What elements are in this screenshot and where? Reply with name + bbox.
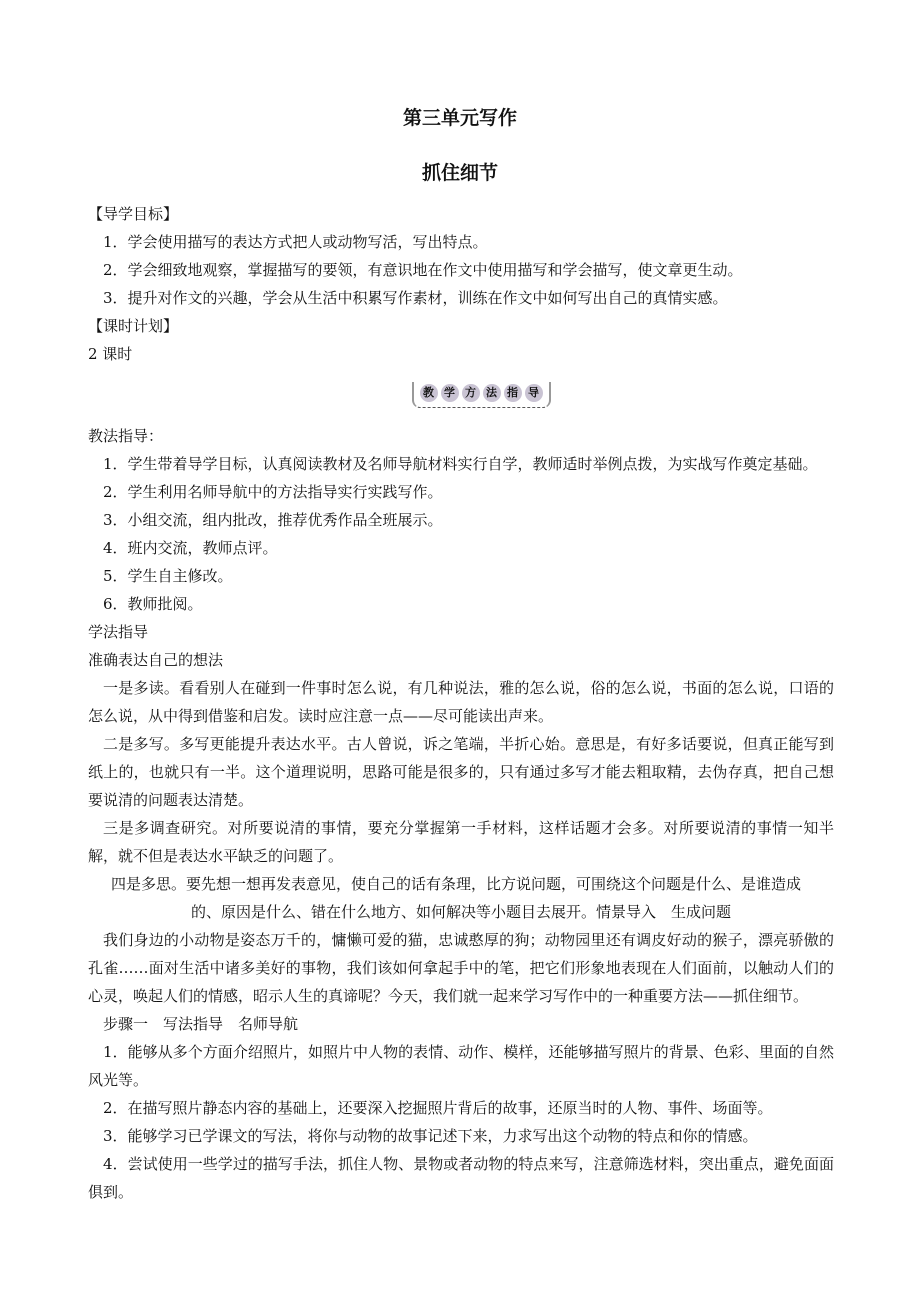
- section-heading-goals: 【导学目标】: [88, 205, 179, 223]
- teaching-item: 4．班内交流，教师点评。: [103, 539, 278, 557]
- learning-subheading: 准确表达自己的想法: [88, 651, 224, 669]
- goal-item: 2．学会细致地观察，掌握描写的要领，有意识地在作文中使用描写和学会描写，使文章更生动。: [103, 261, 743, 279]
- goal-item: 3．提升对作文的兴趣，学会从生活中积累写作素材，训练在作文中如何写出自己的真情实感。: [103, 289, 728, 307]
- step-heading: 步骤一 写法指导 名师导航: [103, 1015, 299, 1033]
- page-title: 第三单元写作: [402, 107, 517, 129]
- teaching-item: 2．学生利用名师导航中的方法指导实行实践写作。: [103, 483, 443, 501]
- badge-char: 法: [483, 384, 501, 402]
- step-item: 2．在描写照片静态内容的基础上，还要深入挖掘照片背后的故事，还原当时的人物、事件、场面等。: [103, 1099, 773, 1117]
- teaching-item: 6．教师批阅。: [103, 595, 203, 613]
- badge-char: 教: [420, 384, 438, 402]
- teaching-item: 5．学生自主修改。: [103, 567, 233, 585]
- teaching-item: 3．小组交流，组内批改，推荐优秀作品全班展示。: [103, 511, 443, 529]
- plan-value: 2 课时: [88, 345, 133, 363]
- badge-char: 方: [462, 384, 480, 402]
- learning-paragraph: 一是多读。看看别人在碰到一件事时怎么说，有几种说法，雅的怎么说，俗的怎么说，书面的怎么说，口语的怎么说，从中得到借鉴和启发。读时应注意一点——尽可能读出声来。: [88, 679, 834, 725]
- section-heading-plan: 【课时计划】: [88, 317, 179, 335]
- step-item: 4．尝试使用一些学过的描写手法，抓住人物、景物或者动物的特点来写，注意筛选材料，突出重点，避免面面俱到。: [88, 1155, 834, 1201]
- teaching-item: 1．学生带着导学目标，认真阅读教材及名师导航材料实行自学，教师适时举例点拨，为实战写作奠定基础。: [103, 455, 818, 473]
- badge-char: 指: [504, 384, 522, 402]
- learning-paragraph-line: 四是多思。要先想一想再发表意见，使自己的话有条理，比方说问题，可围绕这个问题是什么、是谁造成: [110, 875, 801, 893]
- learning-paragraph: 三是多调查研究。对所要说清的事情，要充分掌握第一手材料，这样话题才会多。对所要说清的事情一知半解，就不但是表达水平缺乏的问题了。: [88, 819, 834, 865]
- teaching-method-badge: [88, 368, 834, 422]
- page-subtitle: 抓住细节: [421, 162, 498, 184]
- learning-paragraph: 二是多写。多写更能提升表达水平。古人曾说，诉之笔端，半折心始。意思是，有好多话要说，但真正能写到纸上的，也就只有一半。这个道理说明，思路可能是很多的，只有通过多写才能去粗取精，去伪存真，把自己想要说清的问题表达清楚。: [88, 735, 834, 809]
- badge-char: 导: [525, 384, 543, 402]
- goal-item: 1．学会使用描写的表达方式把人或动物写活，写出特点。: [103, 233, 488, 251]
- badge-char: 学: [441, 384, 459, 402]
- step-item: 3．能够学习已学课文的写法，将你与动物的故事记述下来，力求写出这个动物的特点和你的情感。: [103, 1127, 758, 1145]
- learning-heading: 学法指导: [88, 623, 149, 641]
- teaching-heading: 教法指导：: [88, 427, 164, 445]
- learning-paragraph-line: 的、原因是什么、错在什么地方、如何解决等小题目去展开。情景导入 生成问题: [190, 903, 731, 921]
- document-body: [88, 200, 834, 1206]
- step-item: 1．能够从多个方面介绍照片，如照片中人物的表情、动作、模样，还能够描写照片的背景、色彩、里面的自然风光等。: [88, 1043, 834, 1089]
- intro-paragraph: 我们身边的小动物是姿态万千的，慵懒可爱的猫，忠诚憨厚的狗；动物园里还有调皮好动的猴子，漂亮骄傲的孔雀……面对生活中诸多美好的事物，我们该如何拿起手中的笔，把它们形象地表现在人们面前，以触动人们的心灵，唤起人们的情感，昭示人生的真谛呢？今天，我们就一起来学习写作中的一种重要方法——抓住细节。: [88, 931, 834, 1005]
